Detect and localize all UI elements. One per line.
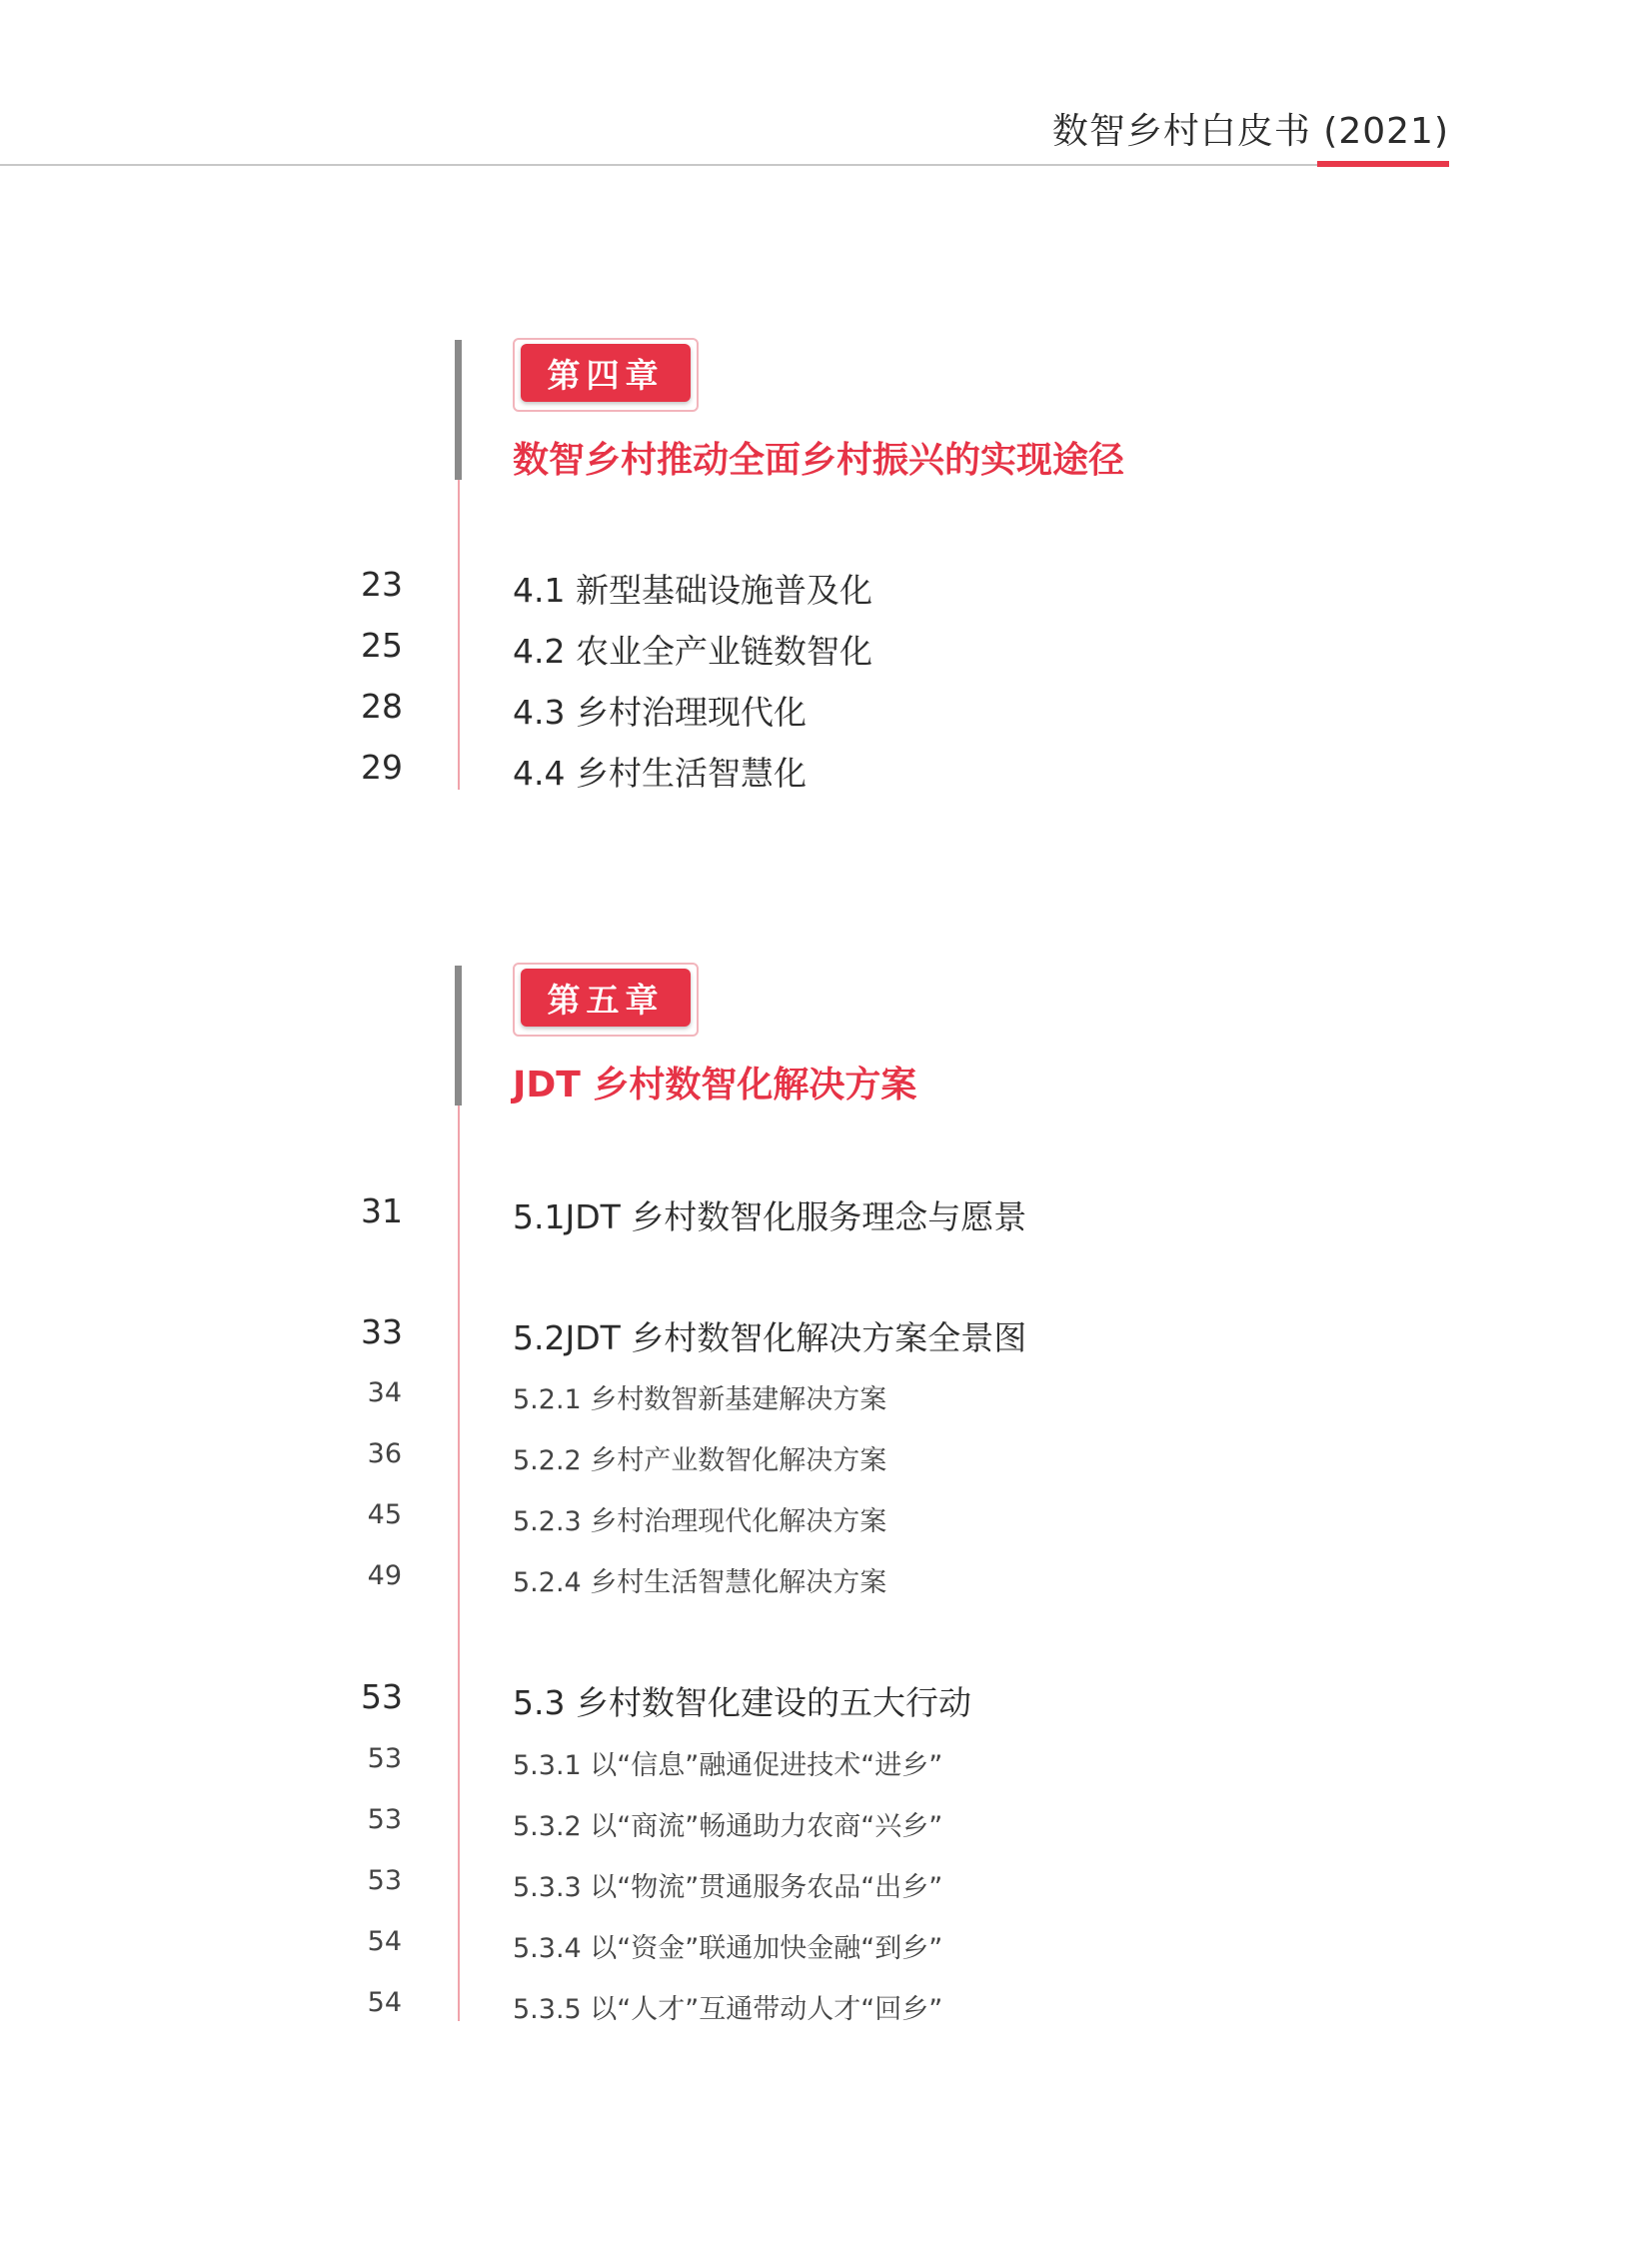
- chapter-4-badge-label: 第四章: [521, 344, 691, 402]
- chapter-5-divider-gray: [455, 966, 462, 1106]
- toc-page-number: 25: [361, 626, 403, 665]
- header-accent-bar: [1317, 161, 1449, 167]
- toc-entry-label: 5.1JDT 乡村数智化服务理念与愿景: [513, 1197, 1027, 1236]
- toc-entry[interactable]: [0, 687, 1652, 737]
- toc-subentry-label: 5.2.4 乡村生活智慧化解决方案: [513, 1567, 887, 1598]
- toc-subentry-label: 5.3.2 以“商流”畅通助力农商“兴乡”: [513, 1811, 943, 1842]
- toc-subentry[interactable]: [0, 1987, 1652, 2037]
- toc-entry[interactable]: [0, 1677, 1652, 1727]
- toc-entry-label: 4.3 乡村治理现代化: [513, 693, 807, 732]
- toc-page-number: 54: [367, 1987, 402, 2018]
- toc-entry-label: 4.1 新型基础设施普及化: [513, 571, 872, 610]
- toc-entry-label: 5.2JDT 乡村数智化解决方案全景图: [513, 1318, 1027, 1357]
- toc-subentry[interactable]: [0, 1926, 1652, 1976]
- toc-entry[interactable]: [0, 1312, 1652, 1362]
- toc-entry-label: 5.3 乡村数智化建设的五大行动: [513, 1683, 971, 1722]
- toc-page-number: 53: [367, 1865, 402, 1896]
- toc-entry[interactable]: [0, 626, 1652, 676]
- toc-page-number: 49: [367, 1560, 402, 1591]
- chapter-5-title: JDT 乡村数智化解决方案: [513, 1065, 917, 1106]
- toc-page-number: 36: [367, 1438, 402, 1469]
- chapter-5-badge: [513, 963, 703, 1043]
- toc-page-number: 31: [361, 1191, 403, 1230]
- toc-entry[interactable]: [0, 565, 1652, 615]
- toc-subentry[interactable]: [0, 1560, 1652, 1610]
- toc-entry[interactable]: [0, 748, 1652, 798]
- chapter-4-title: 数智乡村推动全面乡村振兴的实现途径: [513, 440, 1125, 481]
- toc-page-number: 53: [367, 1743, 402, 1774]
- toc-page-number: 53: [367, 1804, 402, 1835]
- toc-subentry[interactable]: [0, 1865, 1652, 1915]
- toc-subentry-label: 5.2.3 乡村治理现代化解决方案: [513, 1506, 887, 1537]
- chapter-5-badge-label: 第五章: [521, 969, 691, 1027]
- toc-subentry[interactable]: [0, 1804, 1652, 1854]
- toc-subentry-label: 5.2.1 乡村数智新基建解决方案: [513, 1384, 887, 1415]
- toc-page-number: 53: [361, 1677, 403, 1716]
- toc-page-number: 54: [367, 1926, 402, 1957]
- toc-subentry[interactable]: [0, 1438, 1652, 1488]
- toc-page-number: 34: [367, 1377, 402, 1408]
- toc-entry-label: 4.4 乡村生活智慧化: [513, 754, 807, 793]
- toc-page-number: 28: [361, 687, 403, 726]
- toc-subentry-label: 5.3.1 以“信息”融通促进技术“进乡”: [513, 1750, 943, 1781]
- chapter-4-divider-gray: [455, 340, 462, 480]
- toc-subentry-label: 5.3.3 以“物流”贯通服务农品“出乡”: [513, 1872, 943, 1903]
- toc-page-number: 29: [361, 748, 403, 787]
- toc-subentry[interactable]: [0, 1377, 1652, 1427]
- toc-subentry-label: 5.2.2 乡村产业数智化解决方案: [513, 1445, 887, 1476]
- toc-subentry-label: 5.3.4 以“资金”联通加快金融“到乡”: [513, 1933, 943, 1964]
- toc-page-number: 45: [367, 1499, 402, 1530]
- toc-page-number: 33: [361, 1312, 403, 1351]
- toc-subentry[interactable]: [0, 1499, 1652, 1549]
- toc-subentry-label: 5.3.5 以“人才”互通带动人才“回乡”: [513, 1994, 943, 2025]
- chapter-4-badge: [513, 338, 703, 418]
- toc-entry-label: 4.2 农业全产业链数智化: [513, 632, 872, 671]
- toc-page-number: 23: [361, 565, 403, 604]
- header-divider: [0, 164, 1449, 166]
- document-title: 数智乡村白皮书 (2021): [1051, 111, 1449, 152]
- toc-subentry[interactable]: [0, 1743, 1652, 1793]
- toc-entry[interactable]: [0, 1191, 1652, 1241]
